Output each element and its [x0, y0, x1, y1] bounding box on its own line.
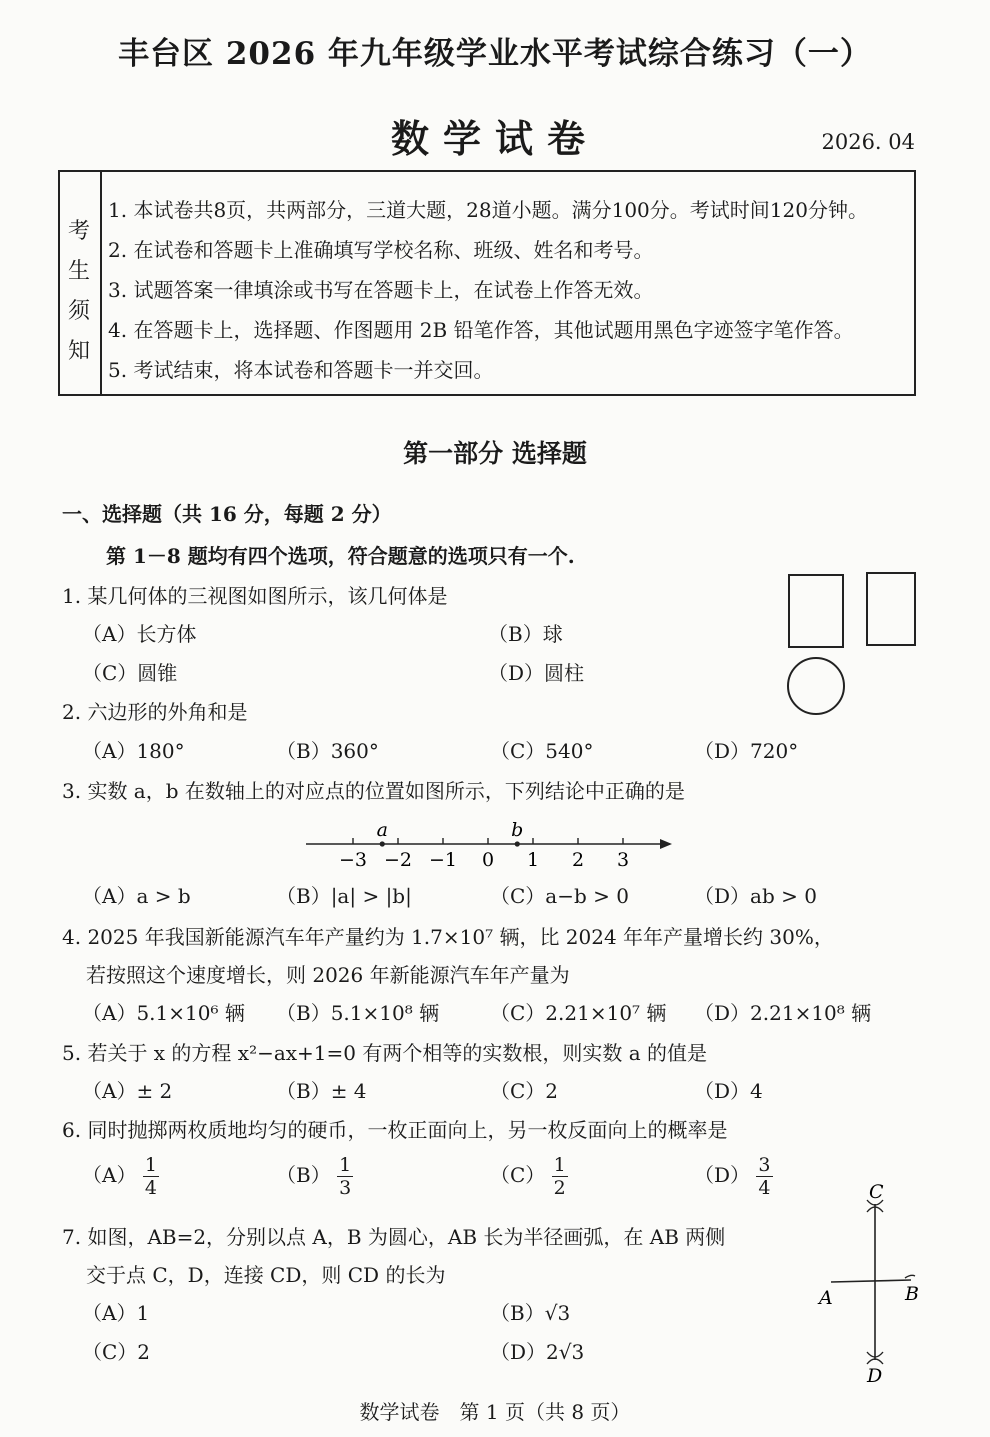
notice-head-char: 考 — [68, 219, 91, 244]
option-letter: （C） — [490, 1163, 546, 1187]
exam-subtitle: 数学试卷 — [390, 116, 599, 161]
option-b: （B）± 4 — [276, 1079, 367, 1103]
option-d: （D）ab > 0 — [694, 884, 817, 908]
axis-tick-label: 1 — [526, 849, 540, 871]
part-title: 第一部分 选择题 — [403, 439, 587, 468]
option-d: （D）圆柱 — [488, 661, 585, 685]
option-c: （C）2 — [490, 1079, 559, 1103]
number-line-arrow — [660, 839, 672, 849]
notice-head — [60, 172, 102, 394]
question-stem-cont: 交于点 C，D，连接 CD，则 CD 的长为 — [86, 1263, 446, 1287]
option-c — [490, 1154, 568, 1199]
denominator: 4 — [144, 1177, 157, 1199]
option-b: （B）360° — [276, 739, 379, 763]
number-line-figure — [300, 816, 680, 876]
page-footer: 数学试卷 第 1 页（共 8 页） — [359, 1400, 631, 1424]
segment-ab — [831, 1280, 911, 1282]
option-letter: （D） — [694, 1163, 751, 1187]
point-d-label: D — [867, 1365, 883, 1387]
option-d: （D）720° — [694, 739, 799, 763]
denominator: 4 — [758, 1177, 771, 1199]
top-view-circle — [788, 658, 844, 714]
option-b: （B）|a| > |b| — [276, 884, 412, 908]
question-stem: 4. 2025 年我国新能源汽车年产量约为 1.7×10⁷ 辆，比 2024 年年产量增长约 30%， — [62, 925, 834, 949]
option-c: （C）540° — [490, 739, 594, 763]
notice-line: 4. 在答题卡上，选择题、作图题用 2B 铅笔作答，其他试题用黑色字迹签字笔作答。 — [108, 318, 854, 342]
fraction — [337, 1154, 353, 1199]
option-a: （A）a > b — [82, 884, 191, 908]
option-c: （C）2 — [82, 1340, 151, 1364]
question-stem: 3. 实数 a，b 在数轴上的对应点的位置如图所示，下列结论中正确的是 — [62, 779, 685, 803]
point-c-label: C — [869, 1181, 884, 1203]
numerator: 1 — [339, 1154, 352, 1176]
numerator: 3 — [758, 1154, 771, 1176]
notice-head-char: 知 — [68, 339, 91, 364]
notice-line: 3. 试题答案一律填涂或书写在答题卡上，在试卷上作答无效。 — [108, 278, 654, 302]
side-view-rect — [867, 573, 915, 645]
question-stem: 5. 若关于 x 的方程 x²−ax+1=0 有两个相等的实数根，则实数 a 的值是 — [62, 1041, 708, 1065]
arc-mark-b — [905, 1275, 915, 1278]
point-b-label: b — [511, 819, 524, 841]
question-stem: 2. 六边形的外角和是 — [62, 700, 248, 724]
option-letter: （B） — [276, 1163, 331, 1187]
option-d — [694, 1154, 773, 1199]
option-d: （D）2√3 — [490, 1340, 585, 1364]
option-a: （A）长方体 — [82, 622, 197, 646]
exam-title: 丰台区 2026 年九年级学业水平考试综合练习（一） — [118, 36, 872, 72]
axis-tick-label: 3 — [616, 849, 630, 871]
option-a: （A）5.1×10⁶ 辆 — [82, 1001, 245, 1025]
section-note: 第 1－8 题均有四个选项，符合题意的选项只有一个. — [106, 544, 575, 568]
notice-line: 1. 本试卷共8页，共两部分，三道大题，28道小题。满分100分。考试时间120分钟。 — [108, 198, 868, 222]
option-a: （A）± 2 — [82, 1079, 173, 1103]
question-stem: 7. 如图，AB=2，分别以点 A，B 为圆心，AB 长为半径画弧，在 AB 两侧 — [62, 1225, 726, 1249]
option-a — [82, 1154, 159, 1199]
notice-head-char: 须 — [68, 299, 91, 324]
fraction — [552, 1154, 568, 1199]
question-stem: 1. 某几何体的三视图如图所示，该几何体是 — [62, 584, 448, 608]
notice-line: 5. 考试结束，将本试卷和答题卡一并交回。 — [108, 358, 494, 382]
point-b-marker — [515, 841, 520, 846]
option-b: （B）5.1×10⁸ 辆 — [276, 1001, 440, 1025]
point-a-label: a — [376, 819, 388, 841]
exam-date: 2026. 04 — [821, 130, 915, 154]
question-stem: 6. 同时抛掷两枚质地均匀的硬币，一枚正面向上，另一枚反面向上的概率是 — [62, 1118, 728, 1142]
option-b: （B）√3 — [490, 1301, 571, 1325]
option-b: （B）球 — [488, 622, 563, 646]
axis-tick-label: −1 — [428, 849, 458, 871]
notice-line: 2. 在试卷和答题卡上准确填写学校名称、班级、姓名和考号。 — [108, 238, 654, 262]
point-a-label: A — [819, 1287, 833, 1309]
axis-tick-label: 0 — [481, 849, 495, 871]
axis-tick-label: −3 — [338, 849, 368, 871]
section-title: 一、选择题（共 16 分，每题 2 分） — [62, 502, 392, 526]
question-stem-cont: 若按照这个速度增长，则 2026 年新能源汽车年产量为 — [86, 963, 570, 987]
point-b-label: B — [905, 1283, 919, 1305]
option-letter: （A） — [82, 1163, 137, 1187]
point-a-marker — [380, 841, 385, 846]
front-view-rect — [789, 575, 843, 647]
option-c: （C）2.21×10⁷ 辆 — [490, 1001, 667, 1025]
numerator: 1 — [553, 1154, 566, 1176]
denominator: 2 — [553, 1177, 566, 1199]
axis-tick-label: −2 — [383, 849, 413, 871]
option-a: （A）180° — [82, 739, 185, 763]
denominator: 3 — [339, 1177, 352, 1199]
perpendicular-bisector-figure — [815, 1178, 925, 1388]
option-c: （C）圆锥 — [82, 661, 178, 685]
option-a: （A）1 — [82, 1301, 150, 1325]
fraction — [143, 1154, 159, 1199]
notice-box — [58, 170, 916, 396]
option-c: （C）a−b > 0 — [490, 884, 629, 908]
axis-tick-label: 2 — [571, 849, 585, 871]
numerator: 1 — [144, 1154, 157, 1176]
option-d: （D）4 — [694, 1079, 763, 1103]
fraction — [756, 1154, 772, 1199]
option-d: （D）2.21×10⁸ 辆 — [694, 1001, 872, 1025]
option-b — [276, 1154, 353, 1199]
three-views-figure — [780, 566, 930, 722]
notice-head-char: 生 — [68, 259, 91, 284]
